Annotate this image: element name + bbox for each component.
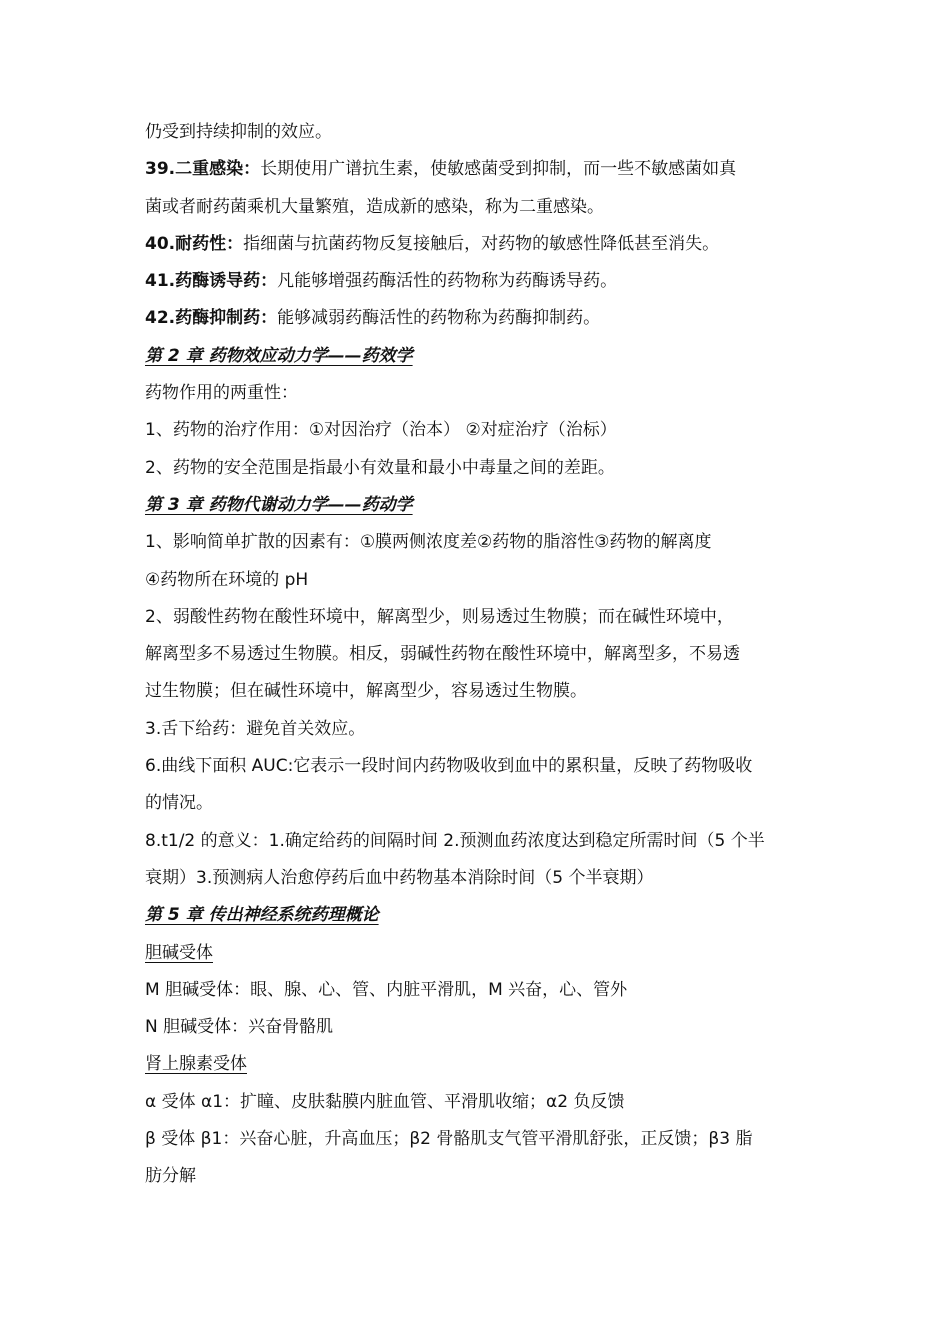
- text-line: 3.舌下给药：避免首关效应。: [145, 718, 366, 739]
- definition-41: [145, 263, 810, 300]
- text-line: α 受体 α1：扩瞳、皮肤黏膜内脏血管、平滑肌收缩；α2 负反馈: [145, 1091, 625, 1112]
- text-line: β 受体 β1：兴奋心脏，升高血压；β2 骨骼肌支气管平滑肌舒张，正反馈；β3 脂: [145, 1129, 753, 1150]
- term-label: 40.耐药性：: [145, 233, 244, 254]
- text-line: 解离型多不易透过生物膜。相反，弱碱性药物在酸性环境中，解离型多，不易透: [145, 644, 740, 665]
- term-label: 41.药酶诱导药：: [145, 271, 278, 292]
- text-line: 的情况。: [145, 793, 213, 814]
- text-line: 肪分解: [145, 1166, 196, 1187]
- text-line: 2、药物的安全范围是指最小有效量和最小中毒量之间的差距。: [145, 457, 615, 478]
- document-page: [145, 114, 810, 1196]
- definition-42: [145, 300, 810, 337]
- text-line: ④药物所在环境的 pH: [145, 569, 309, 590]
- text-line: N 胆碱受体：兴奋骨骼肌: [145, 1017, 334, 1038]
- text-line: M 胆碱受体：眼、腺、心、管、内脏平滑肌，M 兴奋，心、管外: [145, 979, 628, 1000]
- text-line: 2、弱酸性药物在酸性环境中，解离型少，则易透过生物膜；而在碱性环境中，: [145, 606, 734, 627]
- term-text: 能够减弱药酶活性的药物称为药酶抑制药。: [277, 308, 601, 329]
- text-line: 1、影响简单扩散的因素有：①膜两侧浓度差②药物的脂溶性③药物的解离度: [145, 532, 712, 553]
- text-line: 8.t1/2 的意义：1.确定给药的间隔时间 2.预测血药浓度达到稳定所需时间（5 个半: [145, 830, 765, 851]
- text-line: 菌或者耐药菌乘机大量繁殖，造成新的感染，称为二重感染。: [145, 196, 604, 217]
- adrenergic-subheading: 肾上腺素受体: [145, 1054, 247, 1075]
- text-line: 衰期）3.预测病人治愈停药后血中药物基本消除时间（5 个半衰期）: [145, 867, 654, 888]
- term-label: 39.二重感染：: [145, 159, 261, 180]
- text-line: 1、药物的治疗作用：①对因治疗（治本） ②对症治疗（治标）: [145, 420, 617, 441]
- term-text: 长期使用广谱抗生素，使敏感菌受到抑制，而一些不敏感菌如真: [260, 159, 737, 180]
- definition-39: [145, 151, 810, 188]
- term-text: 凡能够增强药酶活性的药物称为药酶诱导药。: [277, 271, 618, 292]
- text-line: 过生物膜；但在碱性环境中，解离型少，容易透过生物膜。: [145, 681, 587, 702]
- chapter-2-heading: 第 2 章 药物效应动力学——药效学: [145, 345, 413, 366]
- text-line: 6.曲线下面积 AUC:它表示一段时间内药物吸收到血中的累积量，反映了药物吸收: [145, 756, 753, 777]
- term-text: 指细菌与抗菌药物反复接触后，对药物的敏感性降低甚至消失。: [243, 233, 720, 254]
- chapter-3-heading: 第 3 章 药物代谢动力学——药动学: [145, 494, 413, 515]
- text-line: 药物作用的两重性：: [145, 383, 298, 404]
- cholinergic-subheading: 胆碱受体: [145, 942, 213, 963]
- chapter-5-heading: 第 5 章 传出神经系统药理概论: [145, 905, 379, 926]
- text-line: 仍受到持续抑制的效应。: [145, 122, 332, 142]
- definition-40: [145, 226, 810, 263]
- term-label: 42.药酶抑制药：: [145, 308, 278, 329]
